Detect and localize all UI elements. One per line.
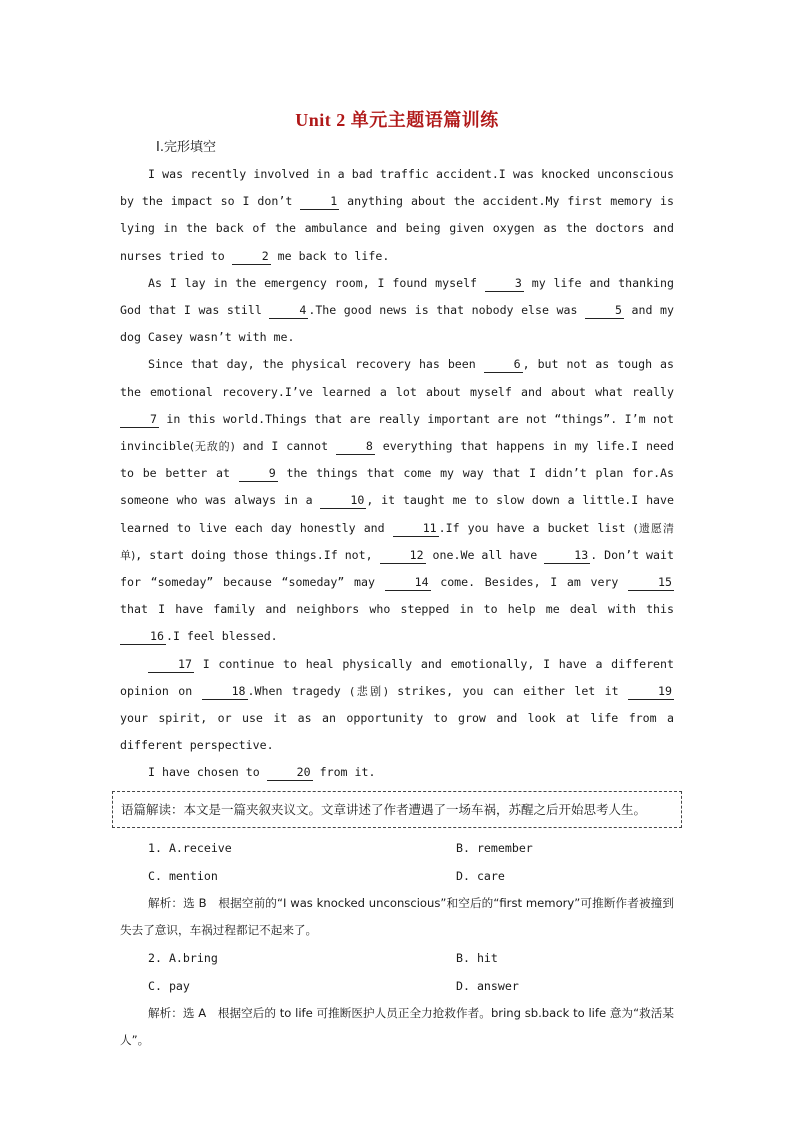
- passage-text: .The good news is that nobody else was: [308, 303, 586, 318]
- q2-option-c: C. pay: [148, 979, 190, 994]
- q1-options-row-2: [148, 862, 674, 890]
- q1-analysis: [120, 890, 674, 944]
- passage-text: that I have family and neighbors who stepped in to help me deal with this: [120, 602, 674, 617]
- blank-7: 7: [120, 412, 159, 428]
- q2-options-row-2: [148, 972, 674, 1000]
- passage-text: .I feel blessed.: [165, 629, 278, 644]
- blank-4: 4: [269, 303, 308, 319]
- passage-text: anything about the accident.My first memory is lying in the back of the ambulance and being given oxygen as the doctors and nurses tried to: [120, 194, 674, 263]
- chinese-gloss: (无敌的): [189, 440, 235, 454]
- blank-10: 10: [320, 493, 366, 509]
- passage-text: strikes, you can either let it: [387, 683, 629, 698]
- passage-text: and my dog Casey wasn’t with me.: [120, 303, 674, 345]
- blank-6: 6: [484, 357, 523, 373]
- blank-13: 13: [544, 548, 590, 564]
- passage-paragraph-2: [120, 270, 674, 352]
- blank-11: 11: [393, 521, 439, 537]
- reading-interpretation-box: 语篇解读：本文是一篇夹叙夹议文。文章讲述了作者遭遇了一场车祸，苏醒之后开始思考人生。: [112, 791, 682, 828]
- q2-analysis: [120, 1000, 674, 1054]
- q2-option-b: B. hit: [456, 951, 498, 966]
- section-heading: Ⅰ.完形填空: [156, 140, 216, 155]
- q2-option-d: D. answer: [456, 979, 519, 994]
- blank-5: 5: [585, 303, 624, 319]
- q1-option-c: C. mention: [148, 868, 218, 883]
- passage-text: I continue to heal physically and emotionally, I have a different opinion on: [120, 656, 674, 698]
- blank-2: 2: [232, 249, 271, 265]
- blank-8: 8: [336, 439, 375, 455]
- passage-text: . Don’t wait for “someday” because “someday” may: [120, 547, 674, 590]
- q2-options-row-1: [148, 944, 674, 972]
- chinese-gloss: (悲剧): [350, 684, 388, 698]
- blank-18: 18: [202, 684, 248, 700]
- passage-text: the things that come my way that I didn’t plan for.As someone who was always in a: [120, 466, 675, 508]
- blank-19: 19: [628, 684, 674, 700]
- passage-text: .If you have a bucket list: [438, 520, 634, 535]
- blank-14: 14: [385, 575, 431, 591]
- passage-paragraph-5: [120, 759, 674, 786]
- blank-1: 1: [300, 194, 339, 210]
- passage-text: in this world.Things that are really important are not “things”. I’m not invincible: [120, 411, 674, 454]
- passage-text: and I cannot: [234, 439, 336, 454]
- blank-12: 12: [380, 548, 426, 564]
- q1-option-d: D. care: [456, 868, 505, 883]
- passage-text: me back to life.: [270, 248, 390, 263]
- q2-option-a: 2. A.bring: [148, 951, 218, 966]
- blank-9: 9: [239, 466, 278, 482]
- passage-paragraph-3: [120, 351, 674, 650]
- q1-option-a: 1. A.receive: [148, 840, 232, 855]
- blank-17: 17: [148, 657, 194, 673]
- page-title: Unit 2 单元主题语篇训练: [295, 110, 499, 130]
- passage-text: your spirit, or use it as an opportunity to grow and look at life from a different perspective.: [120, 711, 674, 753]
- passage-text: my life and thanking God that I was still: [120, 275, 674, 318]
- passage-text: I was recently involved in a bad traffic accident.I was knocked unconscious by the impact so I don’t: [120, 167, 674, 209]
- passage-text: , it taught me to slow down a little.I have learned to live each day honestly and: [120, 493, 674, 535]
- passage-text: , but not as tough as the emotional recovery.I’ve learned a lot about myself and about what really: [120, 357, 674, 399]
- passage-text: I have chosen to: [148, 765, 267, 780]
- document-page: [120, 100, 674, 1054]
- passage-text: , start doing those things.If not,: [135, 547, 380, 562]
- q1-options-row-1: [148, 834, 674, 862]
- chinese-gloss: (遗愿清单): [120, 521, 674, 562]
- q1-option-b: B. remember: [456, 840, 533, 855]
- passage-paragraph-4: [120, 651, 674, 760]
- passage-text: one.We all have: [425, 547, 545, 562]
- blank-20: 20: [267, 765, 313, 781]
- passage-text: from it.: [312, 765, 376, 780]
- passage-text: As I lay in the emergency room, I found myself: [148, 275, 485, 290]
- blank-3: 3: [485, 276, 524, 292]
- blank-15: 15: [628, 575, 674, 591]
- passage-text: everything that happens in my life.I need to be better at: [120, 439, 674, 481]
- q1-analysis-text: 解析：选 B 根据空前的“I was knocked unconscious”和空后的“first memory”可推断作者被撞到失去了意识，车祸过程都记不起来了。: [120, 895, 674, 937]
- passage-text: .When tragedy: [247, 683, 351, 698]
- passage-text: come. Besides, I am very: [430, 575, 629, 590]
- blank-16: 16: [120, 629, 166, 645]
- q2-analysis-text: 解析：选 A 根据空后的 to life 可推断医护人员正全力抢救作者。bring sb.back to life 意为“救活某人”。: [120, 1006, 674, 1048]
- passage-text: Since that day, the physical recovery has been: [148, 357, 484, 372]
- passage-paragraph-1: [120, 161, 674, 270]
